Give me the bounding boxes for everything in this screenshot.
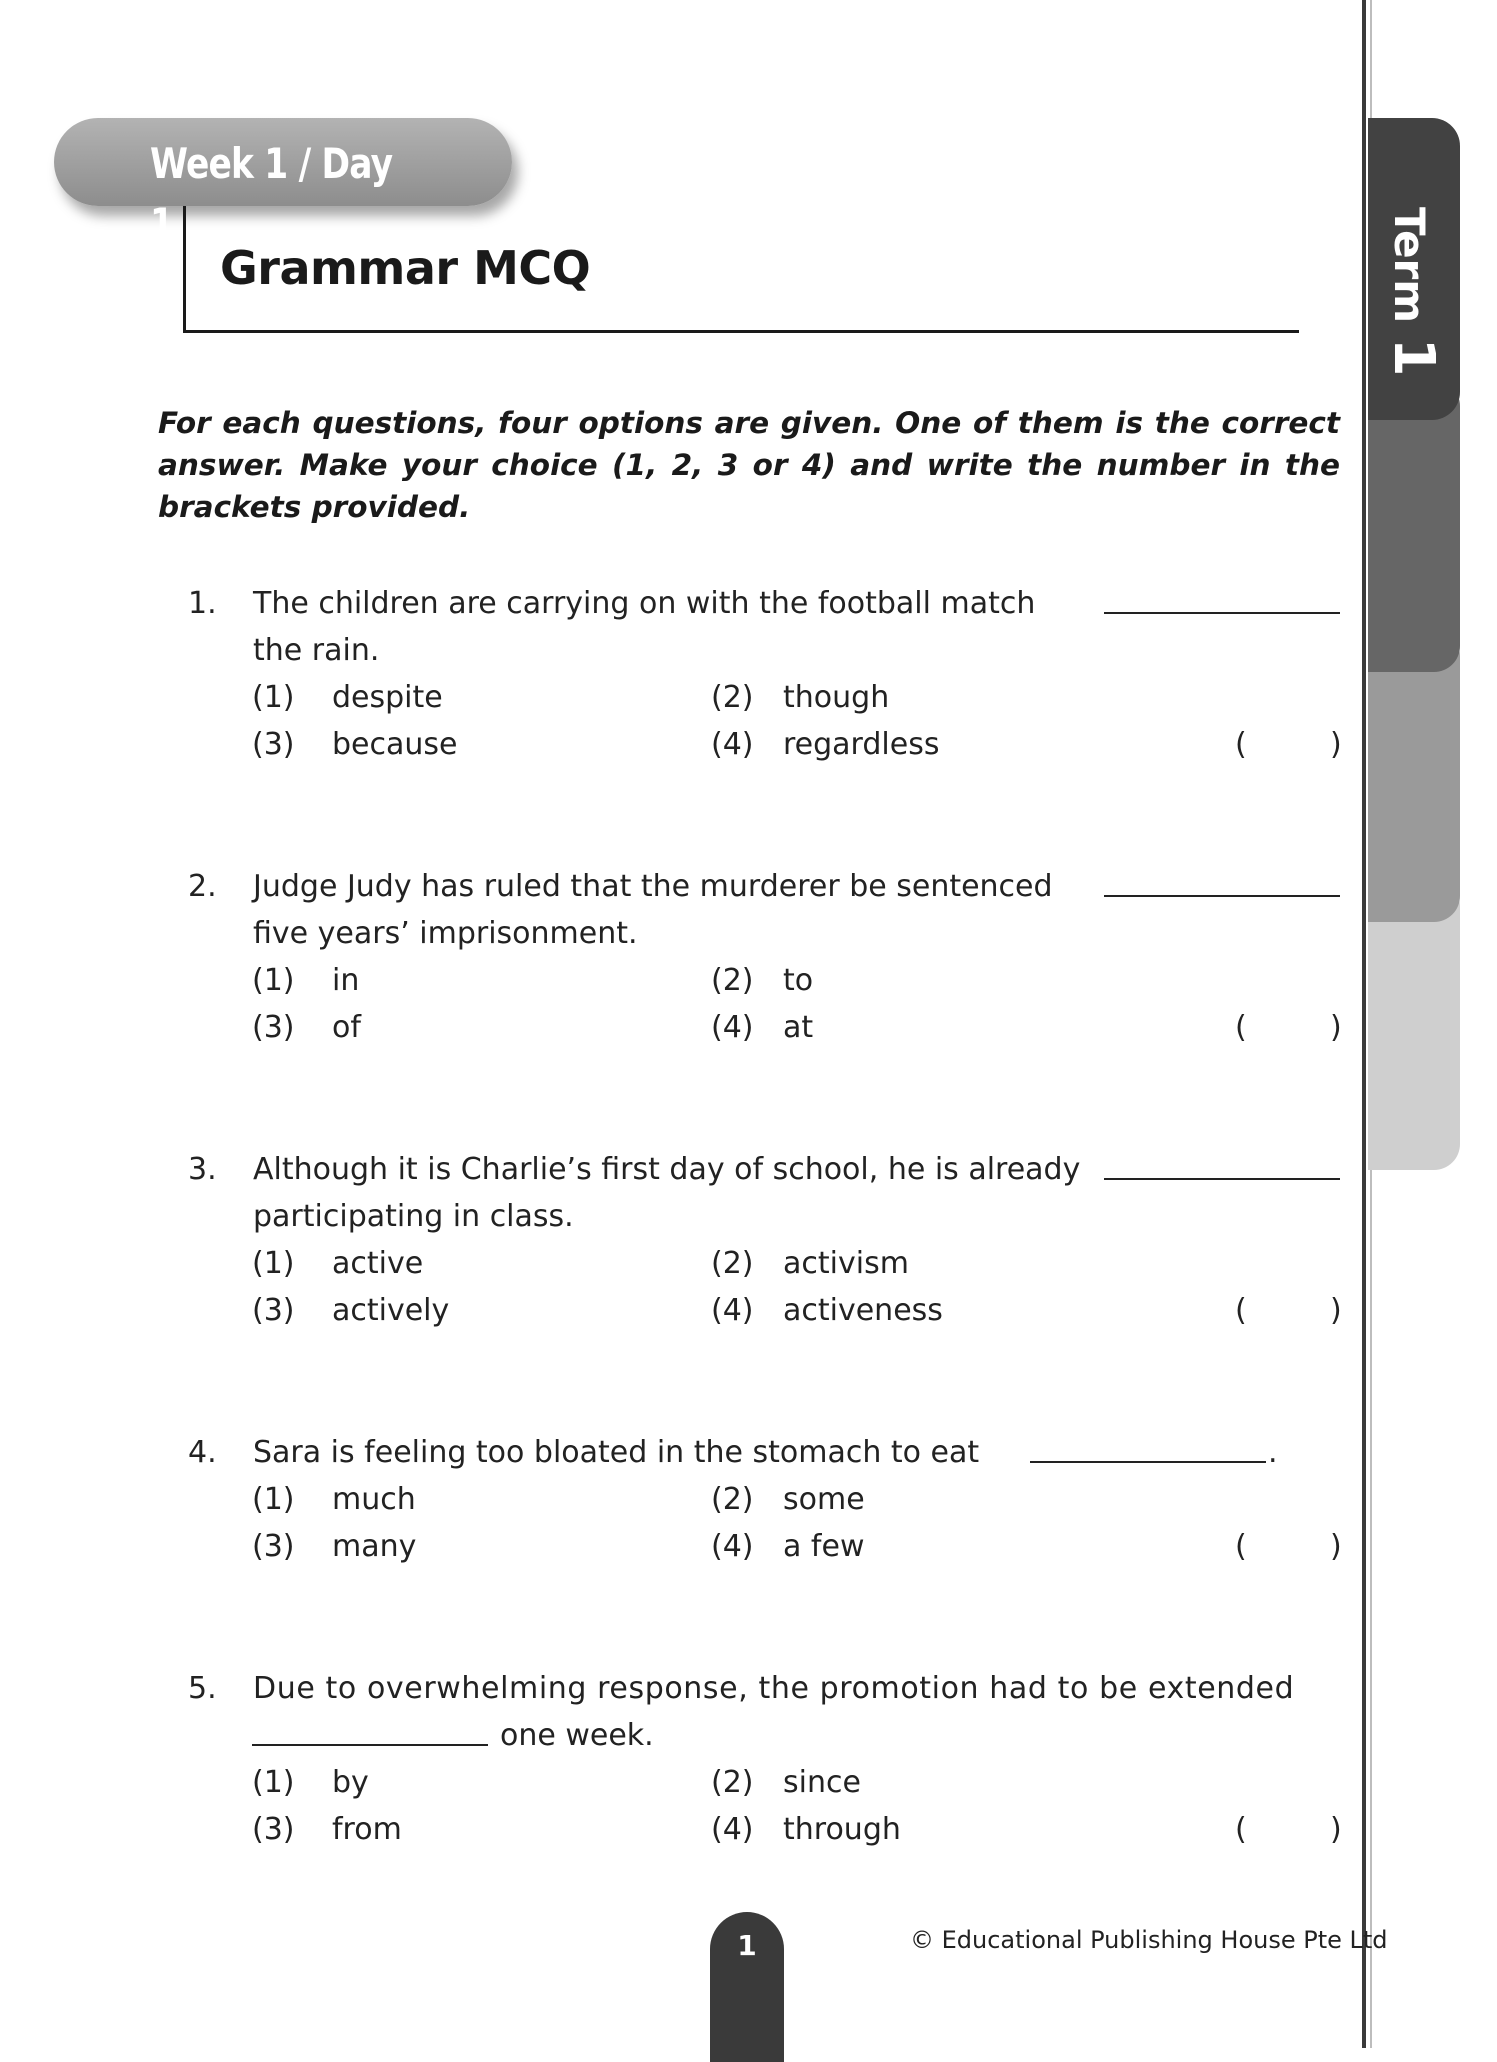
question-text-line1: Although it is Charlie’s first day of school, he is already	[253, 1152, 1081, 1187]
copyright-notice: © Educational Publishing House Pte Ltd	[910, 1926, 1388, 1954]
term-word: Term	[1385, 207, 1434, 324]
option-text: regardless	[783, 727, 940, 762]
side-tab-4	[1368, 880, 1460, 1170]
option-number: (1)	[252, 1246, 295, 1281]
answer-blank	[1104, 1176, 1340, 1180]
option-text: much	[332, 1482, 416, 1517]
answer-blank	[1104, 610, 1340, 614]
side-rule	[1362, 0, 1366, 2048]
option-number: (1)	[252, 1765, 295, 1800]
instructions: For each questions, four options are given. One of them is the correct answer. Make your choice (1, 2, 3 or 4) and write the number in the brackets provided.	[158, 406, 1340, 524]
page-title: Grammar MCQ	[220, 241, 591, 295]
answer-bracket-open: (	[1235, 727, 1247, 762]
answer-blank	[252, 1742, 488, 1746]
question-number: 1.	[188, 586, 217, 621]
option-text: activism	[783, 1246, 909, 1281]
option-number: (1)	[252, 1482, 295, 1517]
option-text: to	[783, 963, 814, 998]
side-tab-3	[1368, 630, 1460, 922]
term-label	[1381, 207, 1446, 377]
answer-bracket-close: )	[1330, 1812, 1342, 1847]
option-number: (4)	[711, 1293, 754, 1328]
question-number: 5.	[188, 1671, 217, 1706]
option-number: (2)	[711, 1765, 754, 1800]
answer-bracket-open: (	[1235, 1293, 1247, 1328]
option-number: (2)	[711, 1246, 754, 1281]
option-number: (1)	[252, 963, 295, 998]
question-text-line1: Due to overwhelming response, the promotion had to be extended	[253, 1671, 1295, 1706]
answer-bracket-open: (	[1235, 1812, 1247, 1847]
question-number: 4.	[188, 1435, 217, 1470]
option-text: of	[332, 1010, 361, 1045]
option-number: (3)	[252, 1812, 295, 1847]
option-text: though	[783, 680, 890, 715]
week-day-label: Week 1 / Day 1	[150, 139, 393, 248]
answer-bracket-close: )	[1330, 1529, 1342, 1564]
option-number: (2)	[711, 1482, 754, 1517]
option-number: (2)	[711, 680, 754, 715]
option-text: activeness	[783, 1293, 943, 1328]
option-number: (3)	[252, 727, 295, 762]
answer-blank	[1030, 1459, 1266, 1463]
question-number: 3.	[188, 1152, 217, 1187]
answer-bracket-close: )	[1330, 727, 1342, 762]
side-tab-2	[1368, 380, 1460, 672]
option-number: (2)	[711, 963, 754, 998]
answer-blank	[1104, 893, 1340, 897]
question-text-line2: the rain.	[253, 633, 380, 668]
option-text: in	[332, 963, 360, 998]
page-number: 1	[737, 1929, 757, 1962]
option-text: at	[783, 1010, 814, 1045]
option-text: a few	[783, 1529, 865, 1564]
question-text-line2: participating in class.	[253, 1199, 574, 1234]
option-text: many	[332, 1529, 417, 1564]
option-text: some	[783, 1482, 865, 1517]
option-number: (3)	[252, 1010, 295, 1045]
answer-bracket-close: )	[1330, 1010, 1342, 1045]
option-text: since	[783, 1765, 861, 1800]
option-number: (4)	[711, 727, 754, 762]
term-number: 1	[1381, 337, 1446, 377]
option-number: (3)	[252, 1293, 295, 1328]
answer-bracket-close: )	[1330, 1293, 1342, 1328]
question-text-line1: Judge Judy has ruled that the murderer be sentenced	[253, 869, 1053, 904]
option-text: because	[332, 727, 458, 762]
option-number: (1)	[252, 680, 295, 715]
option-text: despite	[332, 680, 443, 715]
option-number: (4)	[711, 1812, 754, 1847]
question-text-line2: one week.	[500, 1718, 654, 1753]
question-end-period: .	[1268, 1435, 1278, 1470]
option-number: (3)	[252, 1529, 295, 1564]
option-text: by	[332, 1765, 369, 1800]
question-number: 2.	[188, 869, 217, 904]
answer-bracket-open: (	[1235, 1529, 1247, 1564]
option-text: actively	[332, 1293, 450, 1328]
answer-bracket-open: (	[1235, 1010, 1247, 1045]
question-text-line1: The children are carrying on with the football match	[253, 586, 1036, 621]
question-text-line1: Sara is feeling too bloated in the stomach to eat	[253, 1435, 980, 1470]
option-number: (4)	[711, 1529, 754, 1564]
option-number: (4)	[711, 1010, 754, 1045]
option-text: active	[332, 1246, 424, 1281]
option-text: from	[332, 1812, 402, 1847]
option-text: through	[783, 1812, 901, 1847]
question-text-line2: five years’ imprisonment.	[253, 916, 638, 951]
